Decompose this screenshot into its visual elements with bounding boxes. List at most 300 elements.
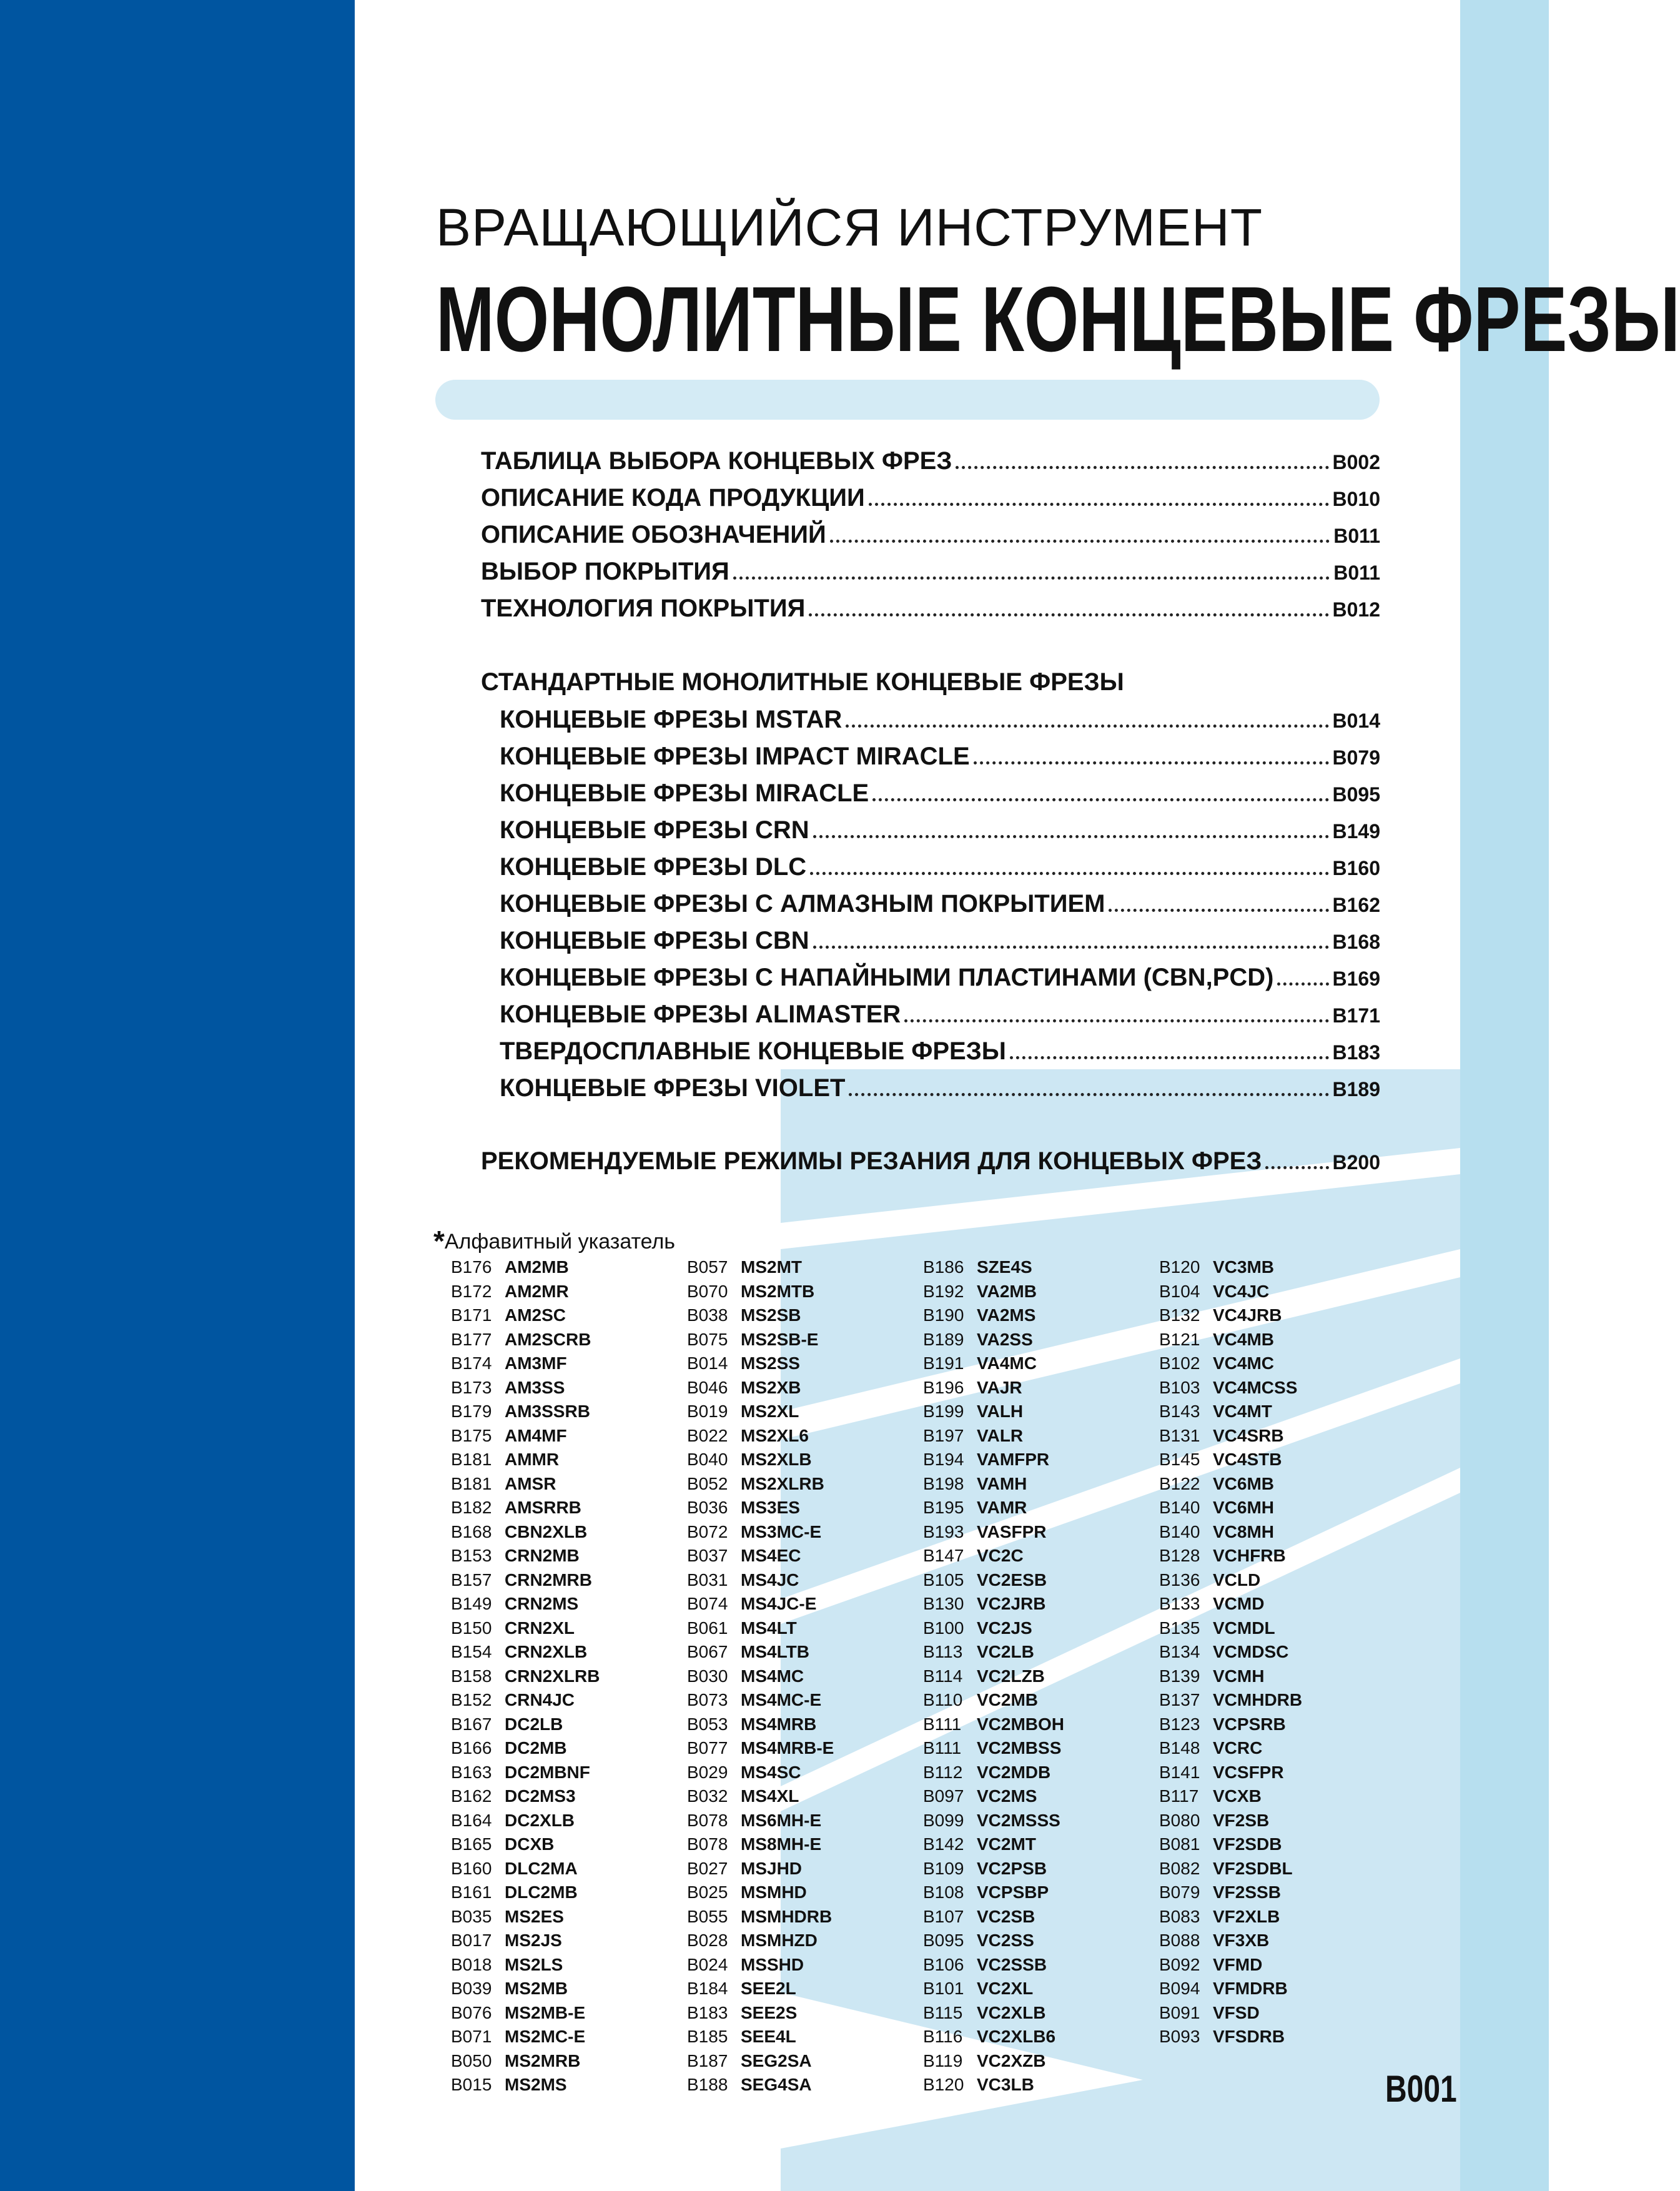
toc-entry-page: B171 [1332,1004,1380,1027]
index-entry[interactable] [687,1303,912,1328]
index-entry-page: B161 [451,1882,492,1902]
index-entry-page: B093 [1159,2027,1200,2046]
index-entry[interactable] [687,1568,912,1593]
index-entry-page: B079 [1159,1882,1200,1902]
index-entry-page: B136 [1159,1570,1200,1590]
index-entry[interactable] [1159,1713,1384,1737]
index-entry[interactable] [923,1303,1148,1328]
index-entry-page: B061 [687,1618,728,1638]
index-entry-code: VC4MB [1213,1329,1275,1349]
index-entry[interactable] [687,1544,912,1568]
index-entry-page: B199 [923,1402,964,1421]
index-entry-code: VALR [977,1425,1024,1445]
toc-entry-page: B183 [1332,1041,1380,1064]
index-entry-page: B073 [687,1690,728,1709]
index-entry[interactable] [1159,1881,1384,1905]
index-entry[interactable] [451,1857,676,1881]
leader-dots [810,872,1328,875]
toc-entry[interactable] [500,890,1380,926]
index-entry-page: B101 [923,1979,964,1998]
index-entry-code: VCLD [1213,1570,1261,1590]
index-entry-code: VFSD [1213,2002,1260,2022]
index-entry[interactable] [687,1496,912,1520]
index-entry[interactable] [451,1977,676,2001]
toc-entry[interactable] [481,484,1380,520]
index-entry-code: DC2MBNF [505,1762,590,1782]
index-entry-page: B017 [451,1931,492,1950]
index-entry-code: CRN2XL [505,1618,575,1638]
index-entry[interactable] [923,1255,1148,1280]
index-entry-code: VC2MBSS [977,1738,1062,1758]
index-entry-page: B147 [923,1546,964,1565]
toc-entry-label: РЕКОМЕНДУЕМЫЕ РЕЖИМЫ РЕЗАНИЯ ДЛЯ КОНЦЕВЫХ ФРЕЗ [481,1147,1262,1175]
leader-dots [813,946,1329,949]
index-entry[interactable] [923,1520,1148,1545]
index-entry[interactable] [687,2049,912,2074]
index-entry-page: B078 [687,1834,728,1854]
index-entry-code: VC4JRB [1213,1305,1282,1325]
index-entry[interactable] [451,1280,676,1304]
index-entry[interactable] [687,2073,912,2097]
index-entry-page: B173 [451,1377,492,1397]
index-entry[interactable] [687,1255,912,1280]
index-entry[interactable] [451,1664,676,1689]
index-entry[interactable] [923,1424,1148,1448]
index-entry-code: MS2MC-E [505,2027,586,2046]
index-entry[interactable] [451,1255,676,1280]
index-entry-code: VCHFRB [1213,1546,1286,1565]
index-entry[interactable] [1159,1376,1384,1400]
index-entry-code: MSMHZD [741,1931,818,1950]
index-entry[interactable] [451,1544,676,1568]
toc-entry-page: B189 [1332,1078,1380,1100]
index-entry[interactable] [1159,1328,1384,1352]
index-entry[interactable] [923,1688,1148,1713]
index-entry[interactable] [687,1784,912,1809]
index-entry[interactable] [451,1713,676,1737]
index-entry-page: B176 [451,1257,492,1277]
leader-dots [904,1019,1328,1022]
index-entry-page: B162 [451,1786,492,1806]
asterisk-icon: * [433,1225,445,1257]
index-entry[interactable] [451,1448,676,1472]
index-entry-page: B015 [451,2075,492,2094]
toc-entry[interactable] [481,595,1380,631]
index-entry[interactable] [687,1761,912,1785]
index-entry-code: MS2SS [741,1353,800,1373]
toc-entry-label: ОПИСАНИЕ ОБОЗНАЧЕНИЙ [481,521,826,548]
toc-entry-page: B200 [1332,1151,1380,1174]
index-entry[interactable] [451,1520,676,1545]
index-entry-page: B038 [687,1305,728,1325]
index-entry[interactable] [1159,1496,1384,1520]
index-entry-page: B018 [451,1954,492,1974]
index-entry-code: AM2MR [505,1281,569,1301]
index-entry[interactable] [451,1881,676,1905]
index-entry[interactable] [923,1328,1148,1352]
index-entry-page: B070 [687,1281,728,1301]
index-entry-page: B105 [923,1570,964,1590]
toc-entry[interactable] [500,1001,1380,1037]
index-entry-code: VCSFPR [1213,1762,1284,1782]
index-entry[interactable] [451,2025,676,2049]
index-entry-code: VC2MDB [977,1762,1051,1782]
index-entry-page: B141 [1159,1762,1200,1782]
leader-dots [1010,1056,1329,1059]
index-entry-page: B072 [687,1521,728,1541]
index-entry[interactable] [687,1953,912,1977]
index-entry[interactable] [451,1496,676,1520]
index-entry[interactable] [923,1713,1148,1737]
index-entry[interactable] [1159,2001,1384,2025]
index-entry-page: B027 [687,1858,728,1878]
toc-entry[interactable] [481,1147,1380,1184]
index-entry[interactable] [923,1352,1148,1376]
leader-dots [809,613,1328,616]
page-number: B001 [1385,2068,1457,2110]
index-entry[interactable] [451,1303,676,1328]
index-entry-page: B077 [687,1738,728,1758]
index-entry-code: DLC2MB [505,1882,578,1902]
index-entry-code: MS2MB [505,1979,568,1998]
index-entry[interactable] [923,1640,1148,1664]
leader-dots [869,503,1329,506]
index-entry[interactable] [923,1905,1148,1929]
index-entry-code: VC4STB [1213,1450,1282,1469]
index-entry-code: VA2SS [977,1329,1033,1349]
index-entry[interactable] [687,1881,912,1905]
toc-entry[interactable] [500,779,1380,816]
index-entry[interactable] [1159,1448,1384,1472]
index-entry[interactable] [687,1592,912,1616]
index-entry[interactable] [923,2073,1148,2097]
index-entry-code: MS2MTB [741,1281,815,1301]
index-entry-page: B142 [923,1834,964,1854]
index-entry[interactable] [451,1376,676,1400]
page-title: МОНОЛИТНЫЕ КОНЦЕВЫЕ ФРЕЗЫ [436,268,1680,371]
index-entry-page: B134 [1159,1642,1200,1661]
index-entry[interactable] [923,1448,1148,1472]
index-entry[interactable] [687,1736,912,1761]
index-entry[interactable] [1159,1664,1384,1689]
leader-dots [956,466,1328,469]
index-entry[interactable] [923,1881,1148,1905]
index-entry-code: MSMHDRB [741,1906,833,1926]
index-entry[interactable] [923,1929,1148,1953]
index-entry-code: SEG2SA [741,2050,812,2070]
index-entry-code: MS4JC [741,1570,799,1590]
index-entry[interactable] [451,1809,676,1833]
toc-entry-page: B095 [1332,783,1380,806]
index-entry-page: B152 [451,1690,492,1709]
index-entry[interactable] [1159,1688,1384,1713]
index-entry[interactable] [687,1905,912,1929]
index-entry-code: MS3ES [741,1498,800,1517]
index-entry[interactable] [923,1376,1148,1400]
index-entry-code: MS2MS [505,2075,567,2094]
index-entry[interactable] [923,1809,1148,1833]
index-entry[interactable] [687,1832,912,1857]
index-entry[interactable] [451,1784,676,1809]
toc-entry[interactable] [500,706,1380,742]
index-entry-code: VA2MS [977,1305,1036,1325]
index-entry-code: MS3MC-E [741,1521,822,1541]
index-entry-code: DC2XLB [505,1810,575,1830]
index-entry[interactable] [451,1929,676,1953]
index-entry[interactable] [923,1400,1148,1424]
toc-entry[interactable] [481,521,1380,557]
index-entry[interactable] [687,1857,912,1881]
index-entry[interactable] [451,1905,676,1929]
index-entry-page: B195 [923,1498,964,1517]
index-entry-page: B164 [451,1810,492,1830]
index-entry-page: B139 [1159,1666,1200,1686]
index-entry[interactable] [923,1568,1148,1593]
index-entry[interactable] [1159,2025,1384,2049]
index-entry-code: VCPSRB [1213,1714,1286,1734]
index-entry[interactable] [1159,1472,1384,1496]
index-entry[interactable] [451,1424,676,1448]
index-entry-page: B113 [923,1642,963,1661]
index-entry[interactable] [451,1592,676,1616]
toc-entry[interactable] [500,927,1380,963]
index-entry[interactable] [451,1761,676,1785]
toc-entry[interactable] [500,1074,1380,1110]
toc-entry-page: B149 [1332,820,1380,843]
toc-entry[interactable] [500,1037,1380,1074]
index-entry-code: AMMR [505,1450,560,1469]
index-entry[interactable] [687,1352,912,1376]
index-column-1 [451,1255,676,2097]
index-entry[interactable] [923,1761,1148,1785]
toc-entry-page: B169 [1332,967,1380,990]
index-entry-page: B102 [1159,1353,1200,1373]
index-entry[interactable] [1159,1544,1384,1568]
index-entry-code: SEE2S [741,2002,798,2022]
index-entry-code: VF2SB [1213,1810,1270,1830]
index-entry-code: MS2XL [741,1402,799,1421]
leader-dots [849,1093,1328,1096]
index-entry[interactable] [451,1400,676,1424]
index-entry[interactable] [687,1328,912,1352]
index-entry[interactable] [923,1977,1148,2001]
index-entry-page: B140 [1159,1521,1200,1541]
index-entry[interactable] [1159,1761,1384,1785]
index-entry-page: B100 [923,1618,964,1638]
index-entry[interactable] [1159,1255,1384,1280]
index-entry-code: MSJHD [741,1858,803,1878]
index-entry-code: VAMH [977,1473,1027,1493]
toc-entry[interactable] [481,447,1380,483]
index-entry[interactable] [923,1544,1148,1568]
index-entry-page: B145 [1159,1450,1200,1469]
index-entry[interactable] [687,1400,912,1424]
index-entry[interactable] [923,1472,1148,1496]
index-entry-page: B186 [923,1257,964,1277]
index-entry[interactable] [687,1688,912,1713]
index-entry-page: B094 [1159,1979,1200,1998]
index-entry[interactable] [687,1977,912,2001]
index-entry[interactable] [687,1616,912,1641]
index-entry[interactable] [1159,1592,1384,1616]
index-entry-page: B040 [687,1450,728,1469]
index-entry-page: B165 [451,1834,492,1854]
index-entry-code: CRN2XLB [505,1642,588,1661]
index-entry[interactable] [1159,1953,1384,1977]
index-entry[interactable] [687,1713,912,1737]
index-entry-code: VC2SB [977,1906,1035,1926]
toc-entry[interactable] [500,853,1380,889]
index-entry-page: B111 [923,1738,962,1758]
index-entry-page: B108 [923,1882,964,1902]
index-entry[interactable] [451,1352,676,1376]
index-entry[interactable] [1159,1520,1384,1545]
index-entry[interactable] [1159,1905,1384,1929]
index-entry[interactable] [1159,1303,1384,1328]
index-entry-page: B140 [1159,1498,1200,1517]
index-column-2 [687,1255,912,2097]
index-entry-code: VC4MT [1213,1402,1272,1421]
index-entry[interactable] [1159,1400,1384,1424]
index-entry[interactable] [1159,1424,1384,1448]
index-entry-page: B175 [451,1425,492,1445]
index-entry[interactable] [1159,1832,1384,1857]
index-entry[interactable] [687,1448,912,1472]
index-entry-code: VC6MH [1213,1498,1275,1517]
index-entry[interactable] [923,2025,1148,2049]
index-entry-page: B153 [451,1546,492,1565]
toc-entry[interactable] [500,816,1380,853]
index-entry[interactable] [687,1809,912,1833]
index-entry[interactable] [1159,1568,1384,1593]
index-entry-code: VC6MB [1213,1473,1275,1493]
index-entry-page: B088 [1159,1931,1200,1950]
index-entry[interactable] [687,1472,912,1496]
index-entry[interactable] [687,1520,912,1545]
leader-dots [733,576,1330,580]
index-entry-page: B182 [451,1498,492,1517]
index-entry[interactable] [451,2001,676,2025]
index-entry-page: B132 [1159,1305,1200,1325]
index-entry[interactable] [1159,1280,1384,1304]
index-entry[interactable] [451,1472,676,1496]
index-entry-code: VAJR [977,1377,1022,1397]
index-entry-code: AM2SCRB [505,1329,591,1349]
index-entry[interactable] [1159,1809,1384,1833]
index-entry-page: B128 [1159,1546,1200,1565]
index-entry-page: B080 [1159,1810,1200,1830]
index-entry-page: B081 [1159,1834,1200,1854]
index-entry[interactable] [451,1736,676,1761]
index-entry[interactable] [687,1640,912,1664]
index-entry[interactable] [1159,1352,1384,1376]
index-entry[interactable] [1159,1977,1384,2001]
index-entry-code: MSMHD [741,1882,807,1902]
index-entry[interactable] [451,1688,676,1713]
index-entry[interactable] [923,1496,1148,1520]
index-entry[interactable] [451,1616,676,1641]
index-entry[interactable] [451,1568,676,1593]
index-entry-page: B187 [687,2050,728,2070]
toc-entry[interactable] [500,743,1380,779]
index-entry[interactable] [1159,1736,1384,1761]
index-entry-code: SZE4S [977,1257,1032,1277]
index-entry-code: MS2MT [741,1257,802,1277]
index-entry-page: B184 [687,1979,728,1998]
index-entry[interactable] [923,2001,1148,2025]
index-entry[interactable] [687,1664,912,1689]
toc-entry-label: КОНЦЕВЫЕ ФРЕЗЫ MIRACLE [500,779,869,807]
index-entry[interactable] [1159,1929,1384,1953]
index-entry[interactable] [451,1832,676,1857]
index-entry[interactable] [1159,1857,1384,1881]
index-entry[interactable] [687,2025,912,2049]
index-entry-code: VC2XL [977,1979,1034,1998]
index-entry-code: MS4XL [741,1786,799,1806]
index-entry-code: MS2ES [505,1906,564,1926]
index-entry[interactable] [1159,1640,1384,1664]
index-entry-code: DC2LB [505,1714,563,1734]
leader-dots [1265,1166,1328,1169]
index-entry-page: B143 [1159,1402,1200,1421]
index-entry[interactable] [687,1929,912,1953]
toc-entry-label: КОНЦЕВЫЕ ФРЕЗЫ MSTAR [500,706,842,733]
index-entry[interactable] [923,1736,1148,1761]
index-entry[interactable] [451,1953,676,1977]
index-entry-page: B167 [451,1714,492,1734]
index-entry[interactable] [451,2073,676,2097]
index-entry-code: VF2XLB [1213,1906,1280,1926]
index-entry[interactable] [923,1616,1148,1641]
index-entry-page: B097 [923,1786,964,1806]
index-entry[interactable] [923,1784,1148,1809]
index-entry[interactable] [451,1640,676,1664]
index-entry[interactable] [687,2001,912,2025]
toc-section-heading: СТАНДАРТНЫЕ МОНОЛИТНЫЕ КОНЦЕВЫЕ ФРЕЗЫ [481,668,1124,696]
index-entry[interactable] [687,1424,912,1448]
index-entry-page: B114 [923,1666,963,1686]
index-column-3 [923,1255,1148,2097]
index-entry-page: B196 [923,1377,964,1397]
index-entry-code: VF2SDBL [1213,1858,1293,1878]
index-entry[interactable] [687,1280,912,1304]
index-entry-page: B071 [451,2027,492,2046]
toc-entry[interactable] [481,558,1380,594]
index-entry[interactable] [923,1664,1148,1689]
index-entry-page: B120 [1159,1257,1200,1277]
index-entry[interactable] [923,1832,1148,1857]
toc-entry[interactable] [500,964,1380,1000]
index-entry-code: VA2MB [977,1281,1037,1301]
index-entry-code: MSSHD [741,1954,804,1974]
index-entry[interactable] [1159,1784,1384,1809]
index-entry[interactable] [687,1376,912,1400]
index-entry[interactable] [923,1857,1148,1881]
index-entry[interactable] [923,1280,1148,1304]
index-entry[interactable] [923,1953,1148,1977]
index-entry-code: VCMDSC [1213,1642,1289,1661]
index-entry[interactable] [923,2049,1148,2074]
index-entry-code: VC2XLB [977,2002,1046,2022]
index-entry-code: CRN2MRB [505,1570,592,1590]
index-entry[interactable] [923,1592,1148,1616]
index-entry[interactable] [1159,1616,1384,1641]
index-entry-page: B189 [923,1329,964,1349]
index-entry[interactable] [451,2049,676,2074]
index-entry-page: B057 [687,1257,728,1277]
index-entry[interactable] [451,1328,676,1352]
index-entry-page: B171 [451,1305,492,1325]
